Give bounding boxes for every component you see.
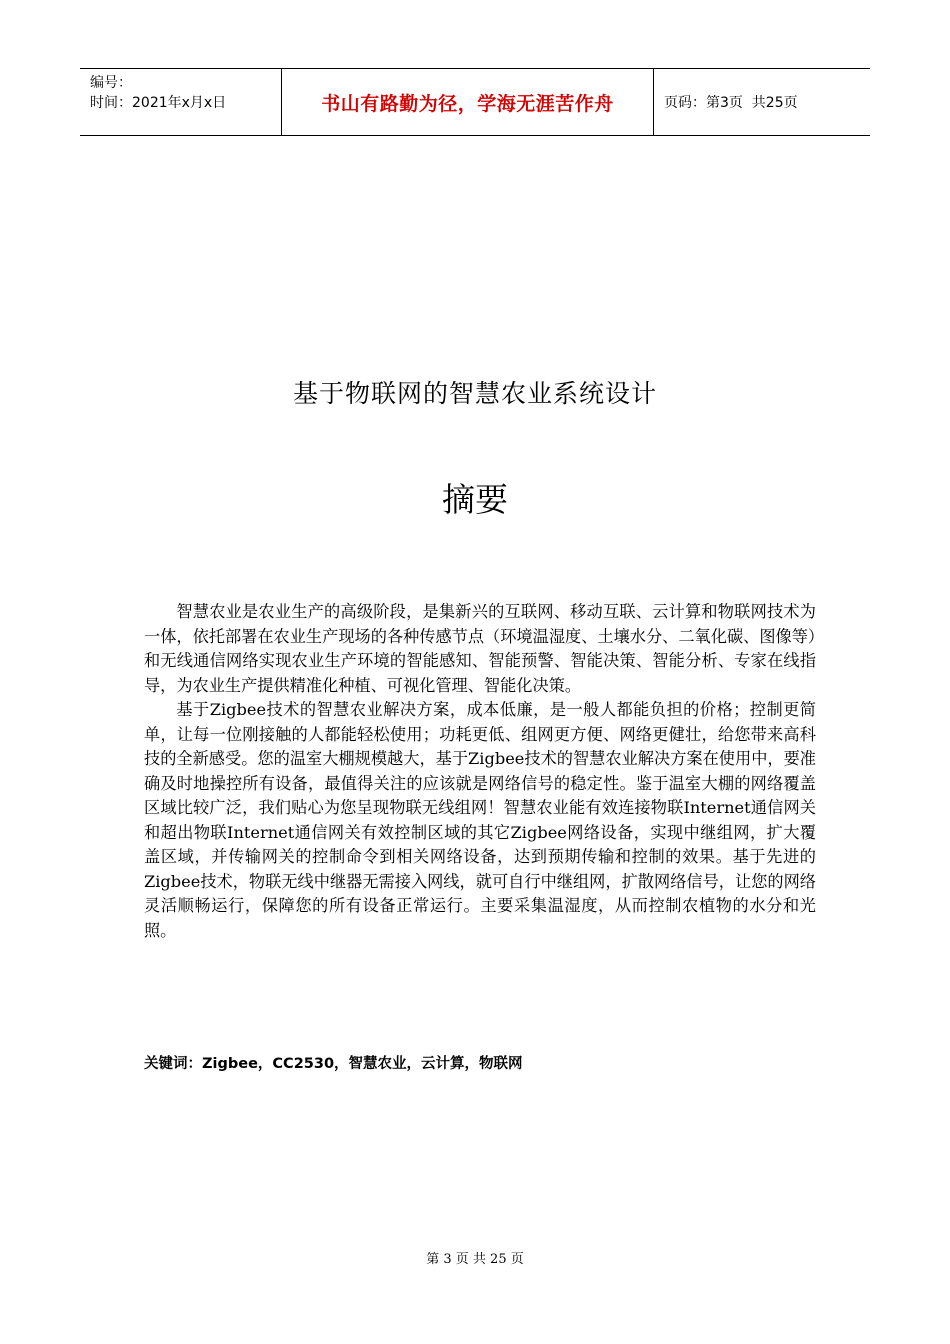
header-page-cell	[654, 69, 870, 135]
page-header	[80, 68, 870, 136]
abstract-paragraph-1: 智慧农业是农业生产的高级阶段，是集新兴的互联网、移动互联、云计算和物联网技术为一体，依托部署在农业生产现场的各种传感节点（环境温湿度、土壤水分、二氧化碳、图像等）和无线通信网络实现农业生产环境的智能感知、智能预警、智能决策、智能分析、专家在线指导，为农业生产提供精准化种植、可视化管理、智能化决策。	[144, 602, 816, 695]
page-footer: 第 3 页 共 25 页	[426, 1252, 524, 1267]
header-motto-cell	[282, 69, 654, 135]
abstract-body	[144, 600, 816, 943]
document-title: 基于物联网的智慧农业系统设计	[292, 379, 657, 408]
document-number-label: 编号：	[90, 75, 132, 91]
keywords: 关键词：Zigbee，CC2530，智慧农业，云计算，物联网	[144, 1056, 523, 1072]
header-left-cell	[80, 69, 282, 135]
header-page-info: 页码：第3页 共25页	[664, 95, 798, 111]
document-time-label: 时间：2021年x月x日	[90, 95, 227, 111]
header-motto: 书山有路勤为径，学海无涯苦作舟	[321, 92, 614, 115]
abstract-heading: 摘要	[442, 480, 508, 519]
abstract-paragraph-2: 基于Zigbee技术的智慧农业解决方案，成本低廉，是一般人都能负担的价格；控制更简单，让每一位刚接触的人都能轻松使用；功耗更低、组网更方便、网络更健壮，给您带来高科技的全新感受。您的温室大棚规模越大，基于Zigbee技术的智慧农业解决方案在使用中，要准确及时地操控所有设备，最值得关注的应该就是网络信号的稳定性。鉴于温室大棚的网络覆盖区域比较广泛，我们贴心为您呈现物联无线组网！智慧农业能有效连接物联Internet通信网关和超出物联Internet通信网关有效控制区域的其它Zigbee网络设备，实现中继组网，扩大覆盖区域，并传输网关的控制命令到相关网络设备，达到预期传输和控制的效果。基于先进的Zigbee技术，物联无线中继器无需接入网线，就可自行中继组网，扩散网络信号，让您的网络灵活顺畅运行，保障您的所有设备正常运行。主要采集温湿度，从而控制农植物的水分和光照。	[144, 700, 816, 940]
